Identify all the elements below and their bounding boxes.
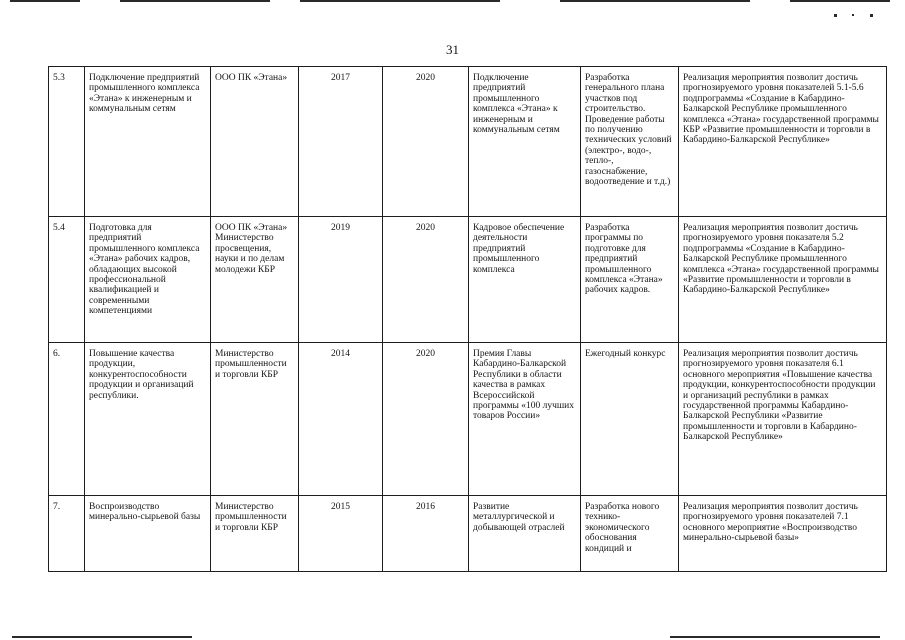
main-directions: Разработка нового технико-экономического обоснования кондиций и	[581, 496, 679, 572]
end-year: 2020	[383, 67, 469, 217]
scan-artifact-dot-3	[870, 14, 873, 17]
program-measures-table	[48, 66, 887, 572]
indicator-link: Реализация мероприятия позволит достичь прогнозируемого уровня показателя 6.1 основного мероприятия «Повышение качества продукции, конкурентоспособности продукции и организаций республики в рамках государственной программы Кабардино-Балкарской Республики «Развитие промышленности и торговли в Кабардино-Балкарской Республике»	[679, 343, 887, 496]
measure-name: Воспроизводство минерально-сырьевой базы	[85, 496, 211, 572]
scan-artifact-top-5	[790, 0, 890, 2]
expected-result: Развитие металлургической и добывающей отраслей	[469, 496, 581, 572]
measure-name: Подготовка для предприятий промышленного комплекса «Этана» рабочих кадров, обладающих высокой профессиональной квалификацией и современными компетенциями	[85, 217, 211, 343]
table-row	[49, 496, 887, 572]
scan-artifact-top-3	[300, 0, 500, 2]
main-directions: Ежегодный конкурс	[581, 343, 679, 496]
main-directions: Разработка генерального плана участков под строительство. Проведение работы по получению технических условий (электро-, водо-, тепло-, газоснабжение, водоотведение и т.д.)	[581, 67, 679, 217]
expected-result: Премия Главы Кабардино-Балкарской Республики в области качества в рамках Всероссийской программы «100 лучших товаров России»	[469, 343, 581, 496]
scan-artifact-bottom-2	[670, 636, 880, 638]
start-year: 2017	[299, 67, 383, 217]
end-year: 2020	[383, 217, 469, 343]
start-year: 2015	[299, 496, 383, 572]
table-row	[49, 67, 887, 217]
page-number: 31	[446, 42, 459, 57]
main-directions: Разработка программы по подготовке для предприятий промышленного комплекса «Этана» рабочих кадров.	[581, 217, 679, 343]
row-number: 5.4	[49, 217, 85, 343]
measure-name: Подключение предприятий промышленного комплекса «Этана» к инженерным и коммунальным сетям	[85, 67, 211, 217]
executor: Министерство промышленности и торговли КБР	[211, 496, 299, 572]
scan-artifact-top-4	[560, 0, 750, 2]
table-row	[49, 343, 887, 496]
indicator-link: Реализация мероприятия позволит достичь прогнозируемого уровня показателя 5.2 подпрограммы «Создание в Кабардино-Балкарской Республике промышленного комплекса «Этана» государственной программы «Развитие промышленности и торговли в Кабардино-Балкарской Республике»	[679, 217, 887, 343]
executor: Министерство промышленности и торговли КБР	[211, 343, 299, 496]
scan-artifact-dot-2	[852, 14, 854, 16]
expected-result: Кадровое обеспечение деятельности предприятий промышленного комплекса	[469, 217, 581, 343]
row-number: 5.3	[49, 67, 85, 217]
indicator-link: Реализация мероприятия позволит достичь прогнозируемого уровня показателей 5.1-5.6 подпрограммы «Создание в Кабардино-Балкарской Республике промышленного комплекса «Этана» государственной программы КБР «Развитие промышленности и торговли в Кабардино-Балкарской Республике»	[679, 67, 887, 217]
measure-name: Повышение качества продукции, конкурентоспособности продукции и организаций республики.	[85, 343, 211, 496]
expected-result: Подключение предприятий промышленного комплекса «Этана» к инженерным и коммунальным сетям	[469, 67, 581, 217]
scan-artifact-top-2	[120, 0, 270, 2]
executor: ООО ПК «Этана» Министерство просвещения, науки и по делам молодежи КБР	[211, 217, 299, 343]
executor: ООО ПК «Этана»	[211, 67, 299, 217]
end-year: 2020	[383, 343, 469, 496]
row-number: 7.	[49, 496, 85, 572]
row-number: 6.	[49, 343, 85, 496]
scan-artifact-top-1	[10, 0, 80, 2]
start-year: 2019	[299, 217, 383, 343]
scan-artifact-bottom-1	[12, 636, 192, 638]
scan-artifact-dot-1	[834, 14, 837, 17]
indicator-link: Реализация мероприятия позволит достичь прогнозируемого уровня показателей 7.1 основного мероприятие «Воспроизводство минерально-сырьевой базы»	[679, 496, 887, 572]
table-row	[49, 217, 887, 343]
start-year: 2014	[299, 343, 383, 496]
end-year: 2016	[383, 496, 469, 572]
